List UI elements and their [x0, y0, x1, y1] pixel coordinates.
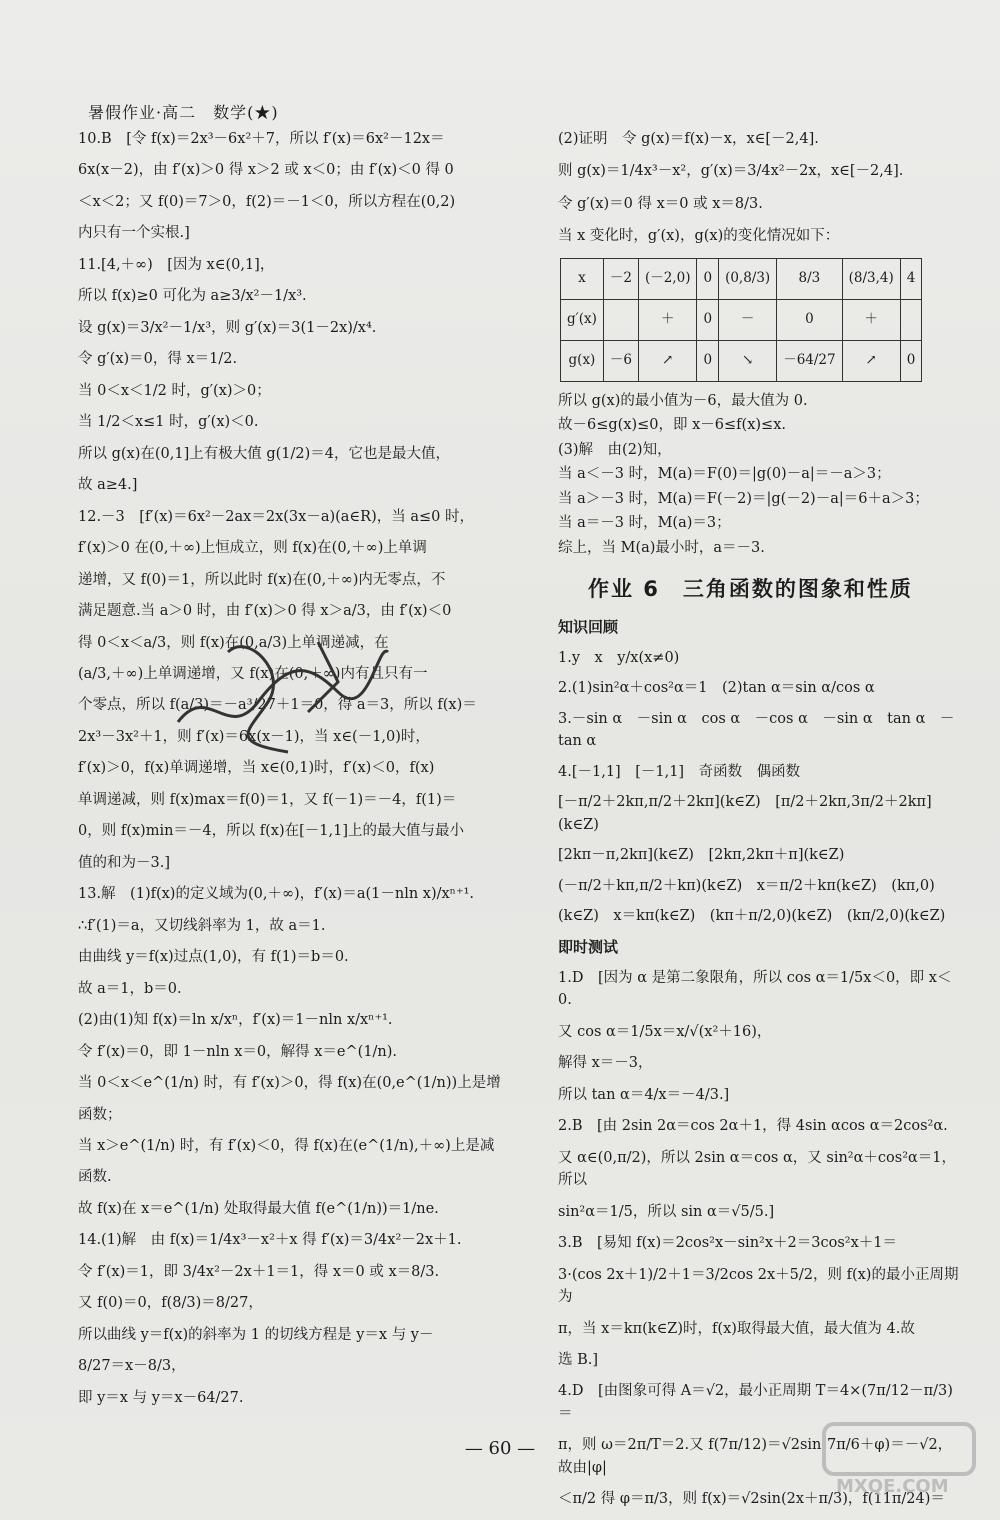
answer-line: 2x³－3x²＋1，则 f′(x)＝6x(x－1)，当 x∈(－1,0)时， — [78, 728, 430, 745]
answer-line: (2)由(1)知 f(x)＝ln x/xⁿ，f′(x)＝1－nln x/xⁿ⁺¹. — [78, 1012, 393, 1029]
answer-line: 值的和为－3.] — [78, 854, 170, 871]
proof-text — [558, 128, 960, 248]
answer-line: 所以 g(x)的最小值为－6，最大值为 0. — [558, 392, 808, 409]
review-line: [－π/2＋2kπ,π/2＋2kπ](k∈Z) [π/2＋2kπ,3π/2＋2kπ](k∈Z) — [558, 794, 932, 833]
table-cell — [900, 299, 922, 340]
table-cell: 0 — [900, 340, 922, 381]
table-cell: －2 — [603, 258, 638, 299]
table-cell: x — [561, 258, 604, 299]
answer-line: 当 x 变化时，g′(x)，g(x)的变化情况如下： — [558, 228, 840, 245]
answer-line: (2)证明 令 g(x)＝f(x)－x，x∈[－2,4]. — [558, 131, 819, 147]
answer-line: 所以 f(x)≥0 可化为 a≥3/x²－1/x³. — [78, 288, 307, 305]
answer-line: 内只有一个实根.] — [78, 225, 190, 242]
table-cell: ＋ — [842, 299, 900, 340]
answer-line: 递增，又 f(0)＝1，所以此时 f(x)在(0,＋∞)内无零点，不 — [78, 571, 446, 588]
answer-line: 故 a＝1，b＝0. — [78, 980, 182, 997]
table-cell: (0,8/3) — [719, 258, 777, 299]
answer-line: 14.(1)解 由 f(x)＝1/4x³－x²＋x 得 f′(x)＝3/4x²－2x＋1. — [78, 1232, 462, 1249]
variation-table — [560, 258, 922, 382]
test-line: 又 cos α＝1/5x＝x/√(x²＋16)， — [558, 1023, 772, 1040]
answer-line: 当 0＜x＜e^(1/n) 时，有 f′(x)＞0，得 f(x)在(0,e^(1/n))上是增 — [78, 1075, 501, 1092]
answer-line: ∴f′(1)＝a，又切线斜率为 1，故 a＝1. — [78, 917, 326, 934]
answer-line: f′(x)＞0，f(x)单调递增，当 x∈(0,1)时，f′(x)＜0，f(x) — [78, 760, 435, 777]
answer-line: (3)解 由(2)知， — [558, 441, 672, 458]
subsection-test: 即时测试 — [558, 937, 619, 956]
table-cell — [603, 299, 638, 340]
test-line: π，当 x＝kπ(k∈Z)时，f(x)取得最大值，最大值为 4.故 — [558, 1320, 915, 1337]
answer-line: 函数. — [78, 1169, 112, 1186]
table-cell: 0 — [697, 299, 719, 340]
test-line: sin²α＝1/5，所以 sin α＝√5/5.] — [558, 1203, 775, 1220]
watermark-text: MXQE.COM — [836, 1476, 949, 1497]
table-cell: 8/3 — [777, 258, 842, 299]
review-line: 1.y x y/x(x≠0) — [558, 649, 680, 666]
table-cell: 0 — [697, 258, 719, 299]
table-row — [561, 299, 922, 340]
review-line: [2kπ－π,2kπ](k∈Z) [2kπ,2kπ＋π](k∈Z) — [558, 847, 845, 864]
answer-line: 令 g′(x)＝0，得 x＝1/2. — [78, 351, 238, 368]
left-column — [78, 128, 508, 1418]
answer-line: 即 y＝x 与 y＝x－64/27. — [78, 1389, 244, 1406]
table-cell: g(x) — [561, 340, 604, 381]
page-number: — 60 — — [464, 1438, 536, 1459]
answer-line: 当 x＞e^(1/n) 时，有 f′(x)＜0，得 f(x)在(e^(1/n),＋∞)上是减 — [78, 1138, 495, 1154]
answer-line: 令 g′(x)＝0 得 x＝0 或 x＝8/3. — [558, 195, 763, 212]
answer-line: 故 f(x)在 x＝e^(1/n) 处取得最大值 f(e^(1/n))＝1/ne. — [78, 1200, 439, 1217]
review-answers — [558, 647, 960, 928]
answer-line: 10.B [令 f(x)＝2x³－6x²＋7，所以 f′(x)＝6x²－12x＝ — [78, 131, 445, 147]
table-cell: － — [719, 299, 777, 340]
answer-line: 11.[4,＋∞) [因为 x∈(0,1]， — [78, 256, 275, 273]
table-cell: ↗ — [638, 340, 697, 381]
answer-line: 当 a＞－3 时，M(a)＝F(－2)＝|g(－2)－a|＝6＋a＞3； — [558, 490, 929, 507]
answer-line: 满足题意.当 a＞0 时，由 f′(x)＞0 得 x＞a/3，由 f′(x)＜0 — [78, 603, 452, 620]
table-cell: －6 — [603, 340, 638, 381]
table-cell: 0 — [777, 299, 842, 340]
answer-line: 13.解 (1)f(x)的定义域为(0,＋∞)，f′(x)＝a(1－nln x)/xⁿ⁺¹. — [78, 886, 475, 903]
answer-line: 令 f′(x)＝1，即 3/4x²－2x＋1＝1，得 x＝0 或 x＝8/3. — [78, 1263, 440, 1280]
table-cell: (8/3,4) — [842, 258, 900, 299]
page-header: 暑假作业·高二 数学(★) — [88, 103, 279, 122]
subsection-review: 知识回顾 — [558, 617, 619, 636]
answer-line: 由曲线 y＝f(x)过点(1,0)，有 f(1)＝b＝0. — [78, 949, 349, 966]
answer-line: f′(x)＞0 在(0,＋∞)上恒成立，则 f(x)在(0,＋∞)上单调 — [78, 540, 427, 557]
answer-line: 所以曲线 y＝f(x)的斜率为 1 的切线方程是 y＝x 与 y－ — [78, 1326, 434, 1343]
answer-line: 设 g(x)＝3/x²－1/x³，则 g′(x)＝3(1－2x)/x⁴. — [78, 319, 377, 336]
test-line: 2.B [由 2sin 2α＝cos 2α＋1，得 4sin αcos α＝2cos²α. — [558, 1118, 948, 1135]
review-line: 2.(1)sin²α＋cos²α＝1 (2)tan α＝sin α/cos α — [558, 680, 875, 697]
answer-line: 单调递减，则 f(x)max＝f(0)＝1，又 f(－1)＝－4，f(1)＝ — [78, 791, 457, 808]
answer-line: 6x(x－2)，由 f′(x)＞0 得 x＞2 或 x＜0；由 f′(x)＜0 得 0 — [78, 162, 454, 179]
answer-line: 综上，当 M(a)最小时，a＝－3. — [558, 539, 765, 556]
test-line: 1.D [因为 α 是第二象限角，所以 cos α＝1/5x＜0，即 x＜0. — [558, 969, 952, 1009]
answer-line: ＜x＜2；又 f(0)＝7＞0，f(2)＝－1＜0，所以方程在(0,2) — [78, 193, 456, 210]
table-row — [561, 258, 922, 299]
table-cell: ＋ — [638, 299, 697, 340]
answer-line: 8/27＝x－8/3， — [78, 1358, 186, 1375]
watermark-logo — [820, 1420, 980, 1500]
review-line: 4.[－1,1] [－1,1] 奇函数 偶函数 — [558, 763, 801, 780]
test-line: π，则 ω＝2π/T＝2.又 f(7π/12)＝√2sin(7π/6＋φ)＝－√2，故由|φ| — [558, 1437, 953, 1476]
answer-line: 函数； — [78, 1106, 122, 1123]
table-cell: 0 — [697, 340, 719, 381]
test-line: 3·(cos 2x＋1)/2＋1＝3/2cos 2x＋5/2，则 f(x)的最小正周期为 — [558, 1266, 959, 1306]
conclusion-text — [558, 390, 960, 559]
table-cell: －64/27 — [777, 340, 842, 381]
answer-line: 当 1/2＜x≤1 时，g′(x)＜0. — [78, 414, 259, 431]
answer-line: (a/3,＋∞)上单调递增，又 f(x)在(0,＋∞)内有且只有一 — [78, 665, 428, 682]
answer-line: 0，则 f(x)min＝－4，所以 f(x)在[－1,1]上的最大值与最小 — [78, 823, 464, 840]
review-line: (k∈Z) x＝kπ(k∈Z) (kπ＋π/2,0)(k∈Z) (kπ/2,0)(k∈Z) — [558, 908, 946, 925]
test-line: 又 α∈(0,π/2)，所以 2sin α＝cos α，又 sin²α＋cos²α＝1，所以 — [558, 1149, 957, 1189]
handwritten-scribble — [168, 622, 398, 762]
answer-line: 当 0＜x＜1/2 时，g′(x)＞0； — [78, 382, 271, 399]
answer-line: 又 f(0)＝0，f(8/3)＝8/27， — [78, 1295, 263, 1312]
answer-line: 所以 g(x)在(0,1]上有极大值 g(1/2)＝4，它也是最大值， — [78, 445, 451, 462]
section-title: 作业 6 三角函数的图象和性质 — [588, 577, 913, 602]
answer-line: 当 a＜－3 时，M(a)＝F(0)＝|g(0)－a|＝－a＞3； — [558, 466, 891, 483]
right-column — [558, 128, 960, 1520]
answer-line: 得 0＜x＜a/3，则 f(x)在(0,a/3)上单调递减，在 — [78, 634, 389, 651]
answer-line: 故 a≥4.] — [78, 477, 138, 494]
table-cell: g′(x) — [561, 299, 604, 340]
answer-line: 12.－3 [f′(x)＝6x²－2ax＝2x(3x－a)(a∈R)，当 a≤0 时， — [78, 508, 474, 525]
table-cell: ↗ — [842, 340, 900, 381]
answer-line: 个零点，所以 f(a/3)＝－a³/27＋1＝0，得 a＝3，所以 f(x)＝ — [78, 697, 477, 714]
test-line: ＜π/2 得 φ＝π/3，则 f(x)＝√2sin(2x＋π/3)，f(11π/24)＝ — [558, 1491, 945, 1508]
review-line: (－π/2＋kπ,π/2＋kπ)(k∈Z) x＝π/2＋kπ(k∈Z) (kπ,0) — [558, 877, 935, 894]
table-cell: 4 — [900, 258, 922, 299]
test-line: 选 B.] — [558, 1351, 599, 1368]
answer-line: 则 g(x)＝1/4x³－x²，g′(x)＝3/4x²－2x，x∈[－2,4]. — [558, 163, 904, 180]
test-line: 4.D [由图象可得 A＝√2，最小正周期 T＝4×(7π/12－π/3)＝ — [558, 1383, 953, 1422]
answer-line: 故－6≤g(x)≤0，即 x－6≤f(x)≤x. — [558, 417, 786, 434]
answer-line: 令 f′(x)＝0，即 1－nln x＝0，解得 x＝e^(1/n). — [78, 1043, 398, 1060]
test-line: 所以 tan α＝4/x＝－4/3.] — [558, 1086, 730, 1103]
test-line: 解得 x＝－3， — [558, 1055, 653, 1072]
table-cell: ↘ — [719, 340, 777, 381]
table-row — [561, 340, 922, 381]
answer-line: 当 a＝－3 时，M(a)＝3； — [558, 515, 731, 532]
review-line: 3.－sin α －sin α cos α －cos α －sin α tan α －tan α — [558, 710, 955, 750]
test-line: 3.B [易知 f(x)＝2cos²x－sin²x＋2＝3cos²x＋1＝ — [558, 1235, 897, 1252]
table-cell: (－2,0) — [638, 258, 697, 299]
